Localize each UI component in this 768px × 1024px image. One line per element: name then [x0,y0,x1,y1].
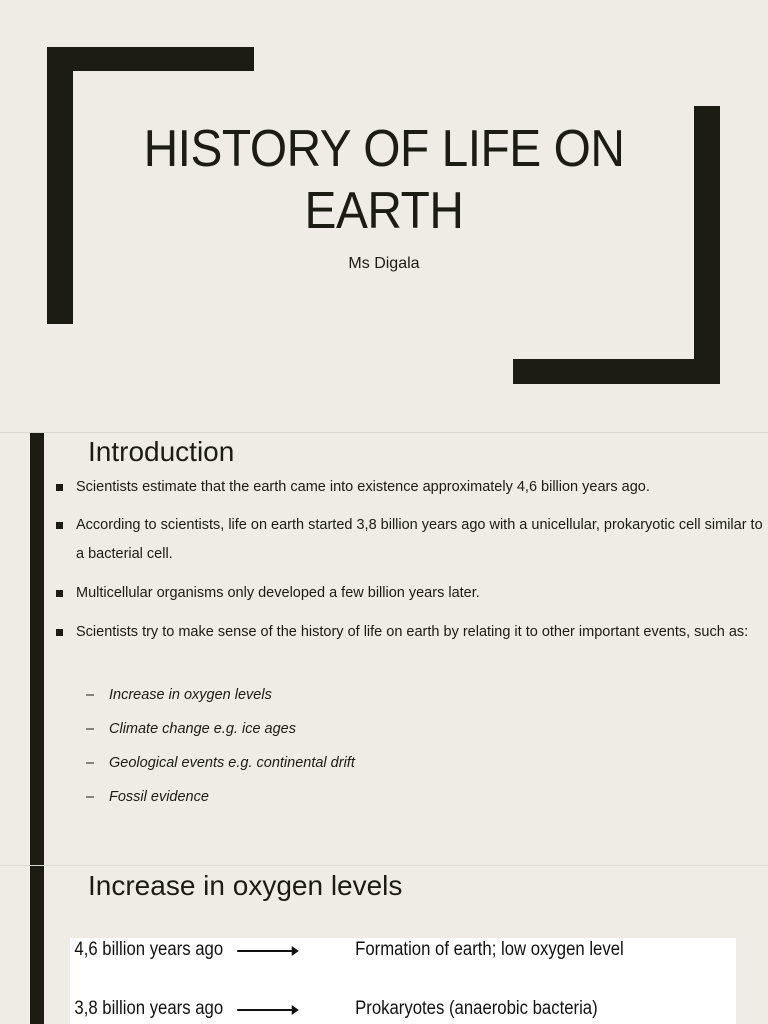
timeline-time: 3,8 billion years ago [74,998,224,1019]
slide-heading: Introduction [88,436,235,467]
slide-accent-bar [30,433,44,865]
square-bullet-icon [56,629,63,636]
arrow-right-icon [237,950,297,952]
sub-bullet-text: Fossil evidence [109,789,209,805]
bullet-text: Scientists try to make sense of the history of life on earth by relating it to other important events, such as: [76,624,749,640]
timeline-image [70,938,736,1024]
frame-bracket-bottom-right-vertical [694,106,720,384]
square-bullet-icon [56,484,63,491]
oxygen-levels-slide [0,866,768,1024]
frame-bracket-bottom-right-horizontal [513,359,720,384]
arrow-right-icon [237,1009,297,1011]
introduction-slide [0,433,768,865]
timeline-row [70,939,656,963]
presenter-name: Ms Digala [348,255,420,272]
dash-bullet-icon: – [86,755,95,771]
timeline-time: 4,6 billion years ago [74,939,224,960]
sub-bullet-text: Increase in oxygen levels [109,687,272,703]
bullet-text: Multicellular organisms only developed a few billion years later. [76,585,480,601]
slide-accent-bar [30,866,44,1024]
bullet-text: According to scientists, life on earth started 3,8 billion years ago with a unicellular, prokaryotic cell similar to a bacterial cell. [76,517,763,562]
dash-bullet-icon: – [86,687,95,703]
presentation-title: HISTORY OF LIFE ON EARTH [143,120,625,240]
square-bullet-icon [56,590,63,597]
timeline-event: Prokaryotes (anaerobic bacteria) [355,998,598,1019]
bullet-text: Scientists estimate that the earth came into existence approximately 4,6 billion years ago. [76,479,650,495]
timeline-event: Formation of earth; low oxygen level [355,939,624,960]
dash-bullet-icon: – [86,721,95,737]
sub-bullet-text: Climate change e.g. ice ages [109,721,296,737]
timeline-row [70,998,656,1022]
slide-heading: Increase in oxygen levels [88,870,403,901]
dash-bullet-icon: – [86,789,95,805]
frame-bracket-top-left-horizontal [47,47,254,71]
sub-bullet-text: Geological events e.g. continental drift [109,755,355,771]
square-bullet-icon [56,522,63,529]
frame-bracket-top-left-vertical [47,47,73,324]
title-slide [0,0,768,432]
